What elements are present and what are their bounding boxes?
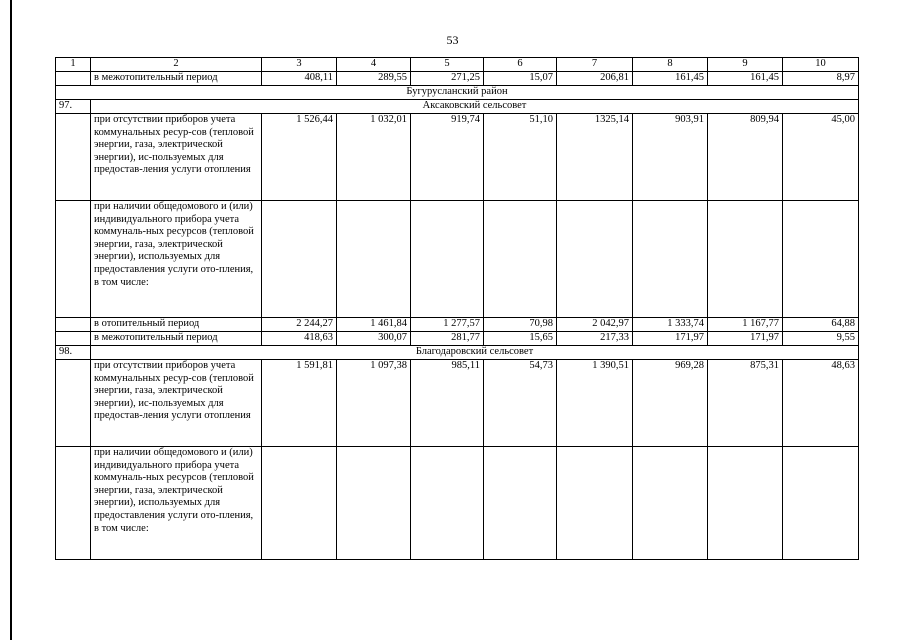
row-number-cell — [56, 332, 91, 346]
column-header: 6 — [484, 58, 557, 72]
row-label: при наличии общедомового и (или) индивидуального прибора учета коммуналь-ных ресурсов (тепловой энергии, газа, электрической энергии), используемых для предоставления услуги ото-пления, в том числе: — [91, 201, 262, 318]
binding-line — [10, 0, 12, 640]
page-number: 53 — [446, 33, 459, 47]
value-cell: 64,88 — [783, 318, 859, 332]
value-cell: 217,33 — [557, 332, 633, 346]
value-cell: 70,98 — [484, 318, 557, 332]
value-cell — [411, 201, 484, 318]
column-header: 1 — [56, 58, 91, 72]
value-cell — [337, 201, 411, 318]
value-cell: 289,55 — [337, 72, 411, 86]
value-cell: 15,65 — [484, 332, 557, 346]
value-cell — [783, 447, 859, 560]
column-header: 10 — [783, 58, 859, 72]
section-title: Аксаковский сельсовет — [91, 100, 859, 114]
tariff-table — [55, 57, 859, 560]
value-cell — [262, 447, 337, 560]
value-cell: 2 244,27 — [262, 318, 337, 332]
section-title: Благодаровский сельсовет — [91, 346, 859, 360]
value-cell: 418,63 — [262, 332, 337, 346]
column-header: 4 — [337, 58, 411, 72]
value-cell — [262, 201, 337, 318]
value-cell — [708, 447, 783, 560]
value-cell — [557, 201, 633, 318]
row-number-cell — [56, 201, 91, 318]
value-cell: 1 390,51 — [557, 360, 633, 447]
section-row — [56, 346, 859, 360]
value-cell: 45,00 — [783, 114, 859, 201]
value-cell — [411, 447, 484, 560]
table-row — [56, 72, 859, 86]
value-cell: 1325,14 — [557, 114, 633, 201]
value-cell: 985,11 — [411, 360, 484, 447]
row-number-cell — [56, 114, 91, 201]
value-cell: 281,77 — [411, 332, 484, 346]
value-cell — [633, 201, 708, 318]
header-row — [56, 58, 859, 72]
value-cell: 1 097,38 — [337, 360, 411, 447]
value-cell: 271,25 — [411, 72, 484, 86]
value-cell: 161,45 — [708, 72, 783, 86]
row-label: при отсутствии приборов учета коммунальных ресур-сов (тепловой энергии, газа, электрической энергии), ис-пользуемых для предостав-ления услуги отопления — [91, 114, 262, 201]
value-cell: 1 461,84 — [337, 318, 411, 332]
value-cell: 1 333,74 — [633, 318, 708, 332]
row-number-cell — [56, 72, 91, 86]
value-cell: 969,28 — [633, 360, 708, 447]
value-cell: 1 277,57 — [411, 318, 484, 332]
row-label: в отопительный период — [91, 318, 262, 332]
value-cell: 1 167,77 — [708, 318, 783, 332]
section-number: 98. — [56, 346, 91, 360]
table-row — [56, 318, 859, 332]
value-cell — [484, 201, 557, 318]
value-cell: 15,07 — [484, 72, 557, 86]
value-cell: 1 032,01 — [337, 114, 411, 201]
value-cell: 919,74 — [411, 114, 484, 201]
table-row — [56, 360, 859, 447]
value-cell: 48,63 — [783, 360, 859, 447]
value-cell: 171,97 — [708, 332, 783, 346]
row-label: в межотопительный период — [91, 72, 262, 86]
value-cell: 809,94 — [708, 114, 783, 201]
district-title: Бугурусланский район — [56, 86, 859, 100]
district-row — [56, 86, 859, 100]
value-cell: 903,91 — [633, 114, 708, 201]
row-label: при отсутствии приборов учета коммунальных ресур-сов (тепловой энергии, газа, электрической энергии), ис-пользуемых для предостав-ления услуги отопления — [91, 360, 262, 447]
row-label: при наличии общедомового и (или) индивидуального прибора учета коммуналь-ных ресурсов (тепловой энергии, газа, электрической энергии), используемых для предоставления услуги ото-пления, в том числе: — [91, 447, 262, 560]
table-row — [56, 114, 859, 201]
value-cell: 2 042,97 — [557, 318, 633, 332]
row-number-cell — [56, 318, 91, 332]
value-cell: 171,97 — [633, 332, 708, 346]
value-cell: 1 591,81 — [262, 360, 337, 447]
value-cell: 408,11 — [262, 72, 337, 86]
column-header: 2 — [91, 58, 262, 72]
value-cell: 51,10 — [484, 114, 557, 201]
row-number-cell — [56, 447, 91, 560]
value-cell — [633, 447, 708, 560]
value-cell — [557, 447, 633, 560]
table-row — [56, 201, 859, 318]
column-header: 8 — [633, 58, 708, 72]
section-row — [56, 100, 859, 114]
table-row — [56, 332, 859, 346]
value-cell — [783, 201, 859, 318]
column-header: 9 — [708, 58, 783, 72]
value-cell — [484, 447, 557, 560]
value-cell: 9,55 — [783, 332, 859, 346]
section-number: 97. — [56, 100, 91, 114]
column-header: 3 — [262, 58, 337, 72]
column-header: 7 — [557, 58, 633, 72]
row-number-cell — [56, 360, 91, 447]
value-cell: 54,73 — [484, 360, 557, 447]
value-cell: 8,97 — [783, 72, 859, 86]
value-cell: 875,31 — [708, 360, 783, 447]
value-cell: 206,81 — [557, 72, 633, 86]
row-label: в межотопительный период — [91, 332, 262, 346]
value-cell — [337, 447, 411, 560]
value-cell — [708, 201, 783, 318]
column-header: 5 — [411, 58, 484, 72]
table-row — [56, 447, 859, 560]
value-cell: 161,45 — [633, 72, 708, 86]
value-cell: 300,07 — [337, 332, 411, 346]
value-cell: 1 526,44 — [262, 114, 337, 201]
